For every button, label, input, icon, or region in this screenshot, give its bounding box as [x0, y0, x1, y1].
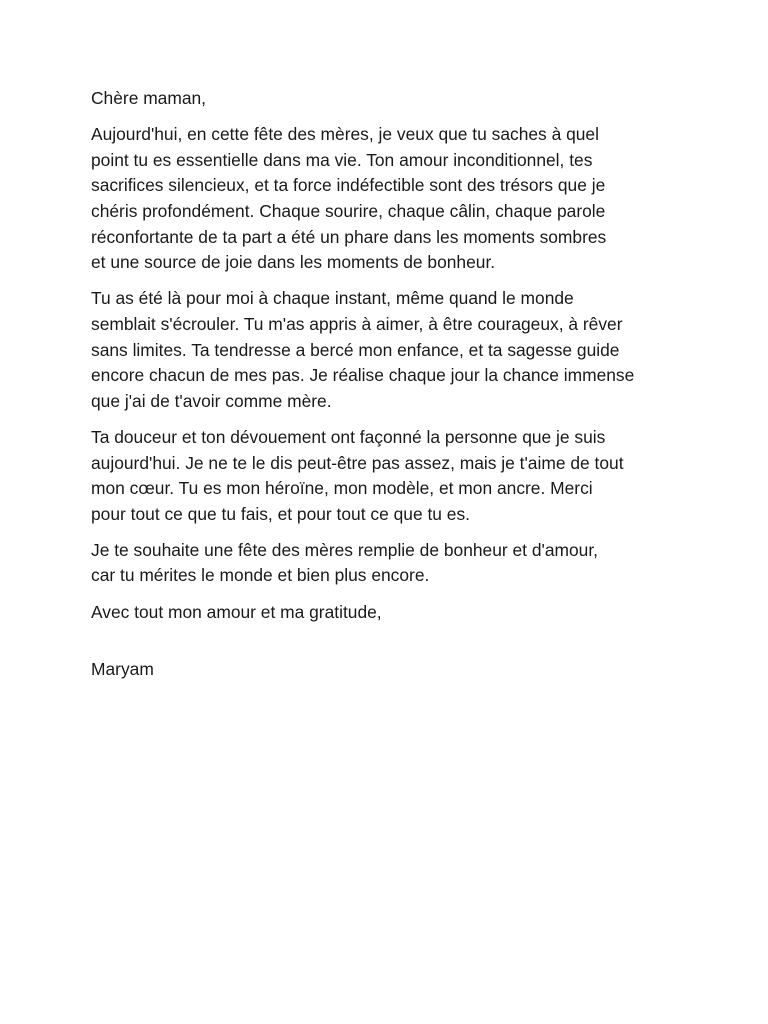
paragraph-line: réconfortante de ta part a été un phare dans les moments sombres [91, 226, 607, 247]
paragraph-line: car tu mérites le monde et bien plus encore. [91, 565, 430, 586]
paragraph-line: chéris profondément. Chaque sourire, chaque câlin, chaque parole [91, 200, 606, 221]
letter-body [91, 86, 691, 693]
paragraph-line: sacrifices silencieux, et ta force indéfectible sont des trésors que je [91, 175, 606, 196]
signature: Maryam [91, 659, 154, 680]
paragraph-line: mon cœur. Tu es mon héroïne, mon modèle, et mon ancre. Merci [91, 478, 593, 499]
paragraph-line: et une source de joie dans les moments de bonheur. [91, 252, 496, 273]
paragraph-line: pour tout ce que tu fais, et pour tout ce que tu es. [91, 503, 470, 524]
paragraph-2 [91, 286, 691, 414]
paragraph-line: Ta douceur et ton dévouement ont façonné la personne que je suis [91, 426, 606, 447]
closing: Avec tout mon amour et ma gratitude, [91, 601, 382, 622]
paragraph-line: encore chacun de mes pas. Je réalise chaque jour la chance immense [91, 365, 635, 386]
paragraph-line: aujourd'hui. Je ne te le dis peut-être pas assez, mais je t'aime de tout [91, 452, 624, 473]
salutation: Chère maman, [91, 88, 207, 108]
paragraph-line: Je te souhaite une fête des mères remplie de bonheur et d'amour, [91, 539, 598, 560]
paragraph-line: que j'ai de t'avoir comme mère. [91, 390, 332, 411]
paragraph-line: sans limites. Ta tendresse a bercé mon enfance, et ta sagesse guide [91, 339, 620, 360]
paragraph-1 [91, 122, 691, 276]
paragraph-4 [91, 538, 691, 589]
paragraph-3 [91, 425, 691, 527]
paragraph-line: semblait s'écrouler. Tu m'as appris à aimer, à être courageux, à rêver [91, 313, 623, 334]
paragraph-line: point tu es essentielle dans ma vie. Ton amour inconditionnel, tes [91, 149, 593, 170]
paragraph-line: Aujourd'hui, en cette fête des mères, je veux que tu saches à quel [91, 124, 599, 145]
paragraph-line: Tu as été là pour moi à chaque instant, même quand le monde [91, 288, 574, 309]
